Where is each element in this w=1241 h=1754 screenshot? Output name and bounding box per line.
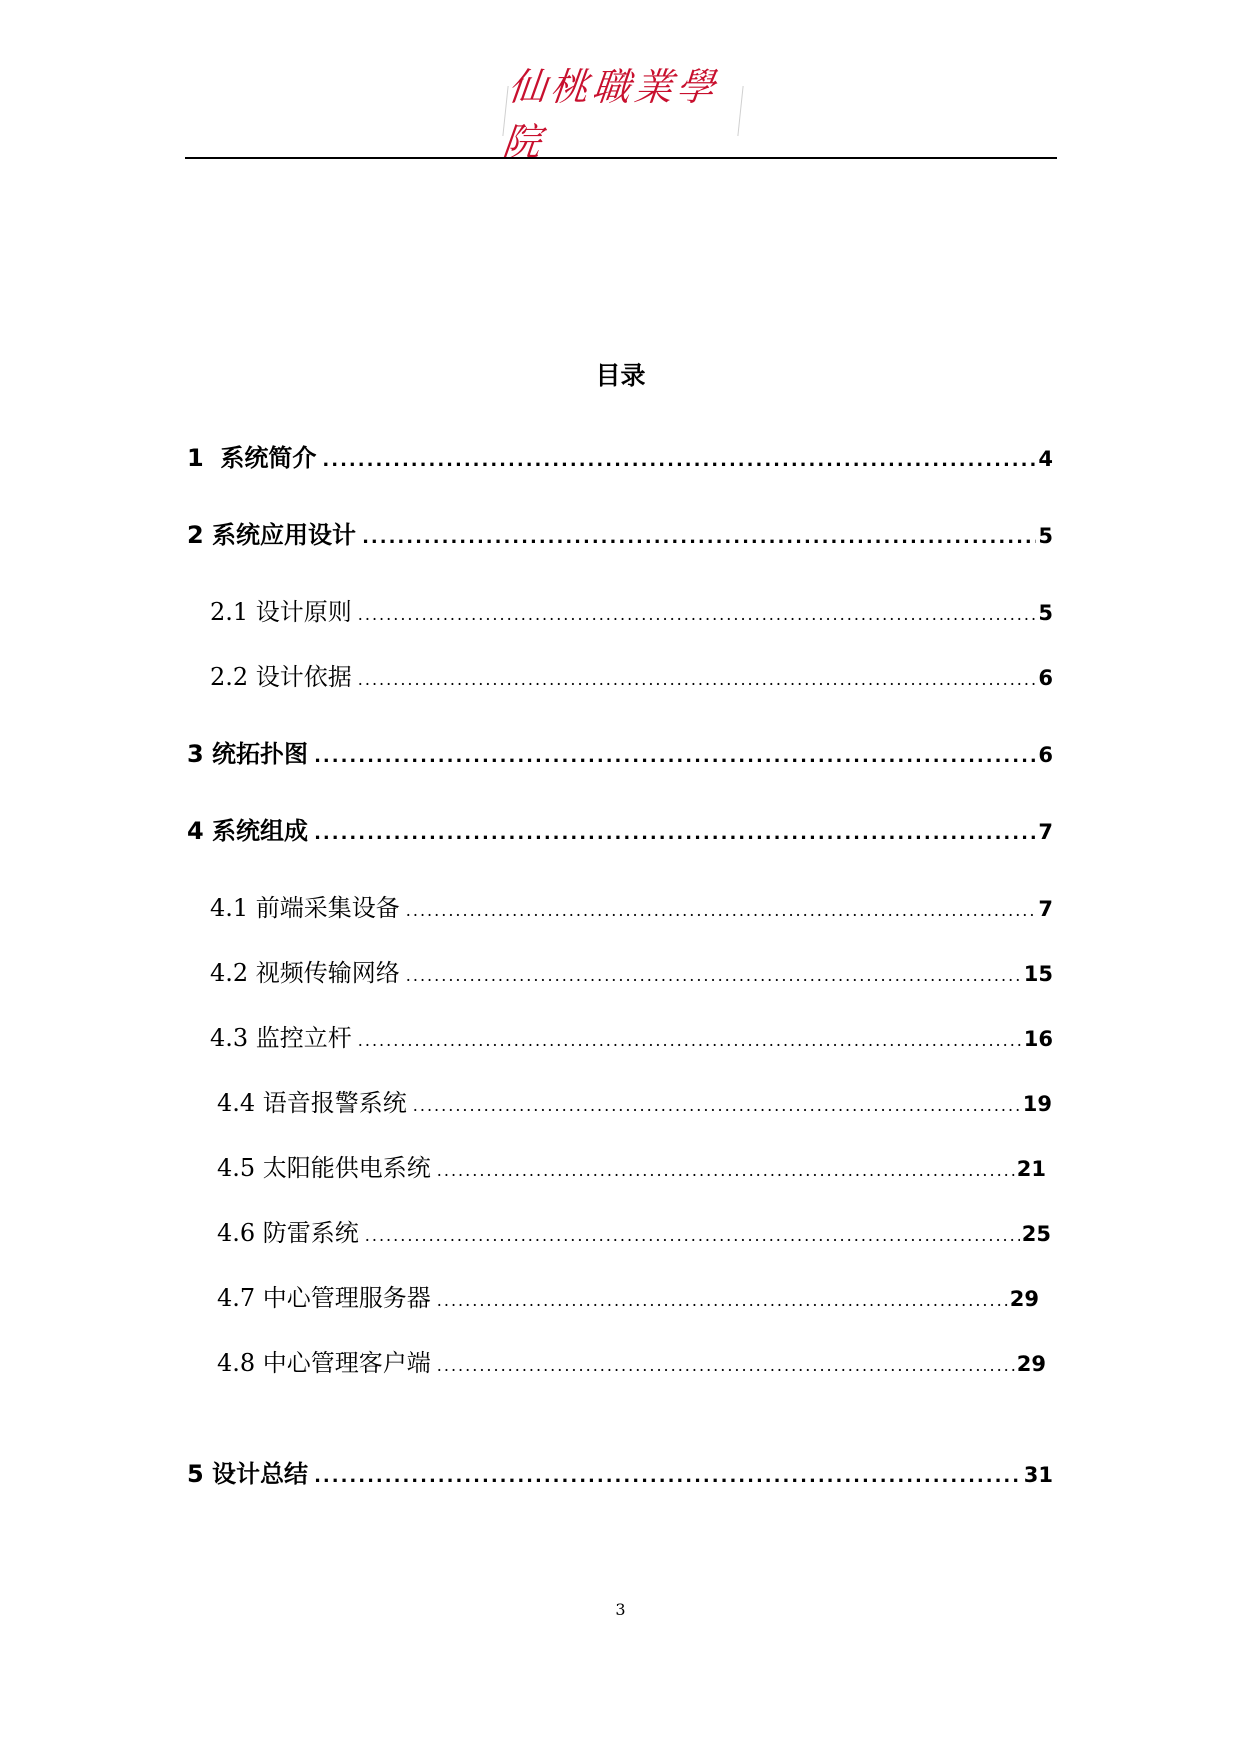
toc-entry-4[interactable] [187, 811, 1053, 851]
toc-dot-leader [365, 1216, 1020, 1256]
toc-entry-page: 16 [1023, 1027, 1053, 1051]
toc-entry-4-8[interactable] [217, 1343, 1046, 1383]
page-header [0, 0, 1241, 170]
toc-entry-label: 4.5 太阳能供电系统 [217, 1154, 431, 1182]
toc-entry-5[interactable] [187, 1454, 1053, 1494]
toc-entry-4-2[interactable] [210, 953, 1053, 993]
toc-entry-label: 2.2 设计依据 [210, 663, 352, 691]
toc-entry-label: 5 设计总结 [187, 1460, 309, 1488]
toc-dot-leader [322, 441, 1036, 481]
toc-entry-label: 4.4 语音报警系统 [217, 1089, 407, 1117]
toc-entry-4-1[interactable] [210, 888, 1053, 928]
toc-entry-label: 4.8 中心管理客户端 [217, 1349, 431, 1377]
toc-entry-label: 3 统拓扑图 [187, 740, 309, 768]
toc-dot-leader [406, 891, 1037, 931]
toc-entry-page: 21 [1016, 1157, 1046, 1181]
toc-dot-leader [358, 1021, 1022, 1061]
toc-entry-page: 7 [1038, 820, 1053, 844]
toc-dot-leader [437, 1151, 1015, 1191]
toc-entry-4-7[interactable] [217, 1278, 1039, 1318]
toc-entry-page: 5 [1038, 524, 1053, 548]
toc-entry-2[interactable] [187, 515, 1053, 555]
toc-entry-page: 29 [1016, 1352, 1046, 1376]
toc-entry-2-1[interactable] [210, 592, 1053, 632]
college-logo: 仙桃職業學院 [502, 86, 743, 136]
toc-entry-label: 2.1 设计原则 [210, 598, 352, 626]
toc-entry-page: 5 [1038, 601, 1053, 625]
toc-entry-label: 4.6 防雷系统 [217, 1219, 359, 1247]
toc-entry-page: 31 [1023, 1463, 1053, 1487]
toc-entry-4-5[interactable] [217, 1148, 1046, 1188]
header-divider [185, 157, 1057, 159]
toc-entry-page: 6 [1038, 666, 1053, 690]
toc-dot-leader [362, 518, 1036, 558]
toc-entry-label: 4 系统组成 [187, 817, 309, 845]
toc-dot-leader [314, 1457, 1022, 1497]
toc-entry-label: 4.7 中心管理服务器 [217, 1284, 431, 1312]
toc-entry-4-3[interactable] [210, 1018, 1053, 1058]
toc-entry-page: 19 [1022, 1092, 1052, 1116]
toc-entry-label: 4.1 前端采集设备 [210, 894, 400, 922]
toc-dot-leader [358, 660, 1037, 700]
toc-entry-2-2[interactable] [210, 657, 1053, 697]
toc-dot-leader [437, 1346, 1015, 1386]
toc-entry-4-6[interactable] [217, 1213, 1051, 1253]
toc-entry-4-4[interactable] [217, 1083, 1052, 1123]
toc-dot-leader [358, 595, 1037, 635]
toc-entry-page: 6 [1038, 743, 1053, 767]
toc-entry-page: 25 [1021, 1222, 1051, 1246]
toc-entry-1[interactable] [187, 438, 1053, 478]
toc-entry-page: 4 [1038, 447, 1053, 471]
toc-dot-leader [406, 956, 1022, 996]
toc-dot-leader [437, 1281, 1008, 1321]
page-number: 3 [615, 1600, 626, 1619]
toc-entry-page: 29 [1009, 1287, 1039, 1311]
toc-entry-label: 4.3 监控立杆 [210, 1024, 352, 1052]
toc-entry-label: 1 系统简介 [187, 444, 317, 472]
toc-dot-leader [314, 814, 1036, 854]
toc-entry-3[interactable] [187, 734, 1053, 774]
toc-dot-leader [413, 1086, 1021, 1126]
toc-dot-leader [314, 737, 1036, 777]
toc-entry-page: 15 [1023, 962, 1053, 986]
toc-entry-label: 4.2 视频传输网络 [210, 959, 400, 987]
toc-title: 目录 [595, 361, 646, 390]
toc-entry-label: 2 系统应用设计 [187, 521, 357, 549]
toc-entry-page: 7 [1038, 897, 1053, 921]
